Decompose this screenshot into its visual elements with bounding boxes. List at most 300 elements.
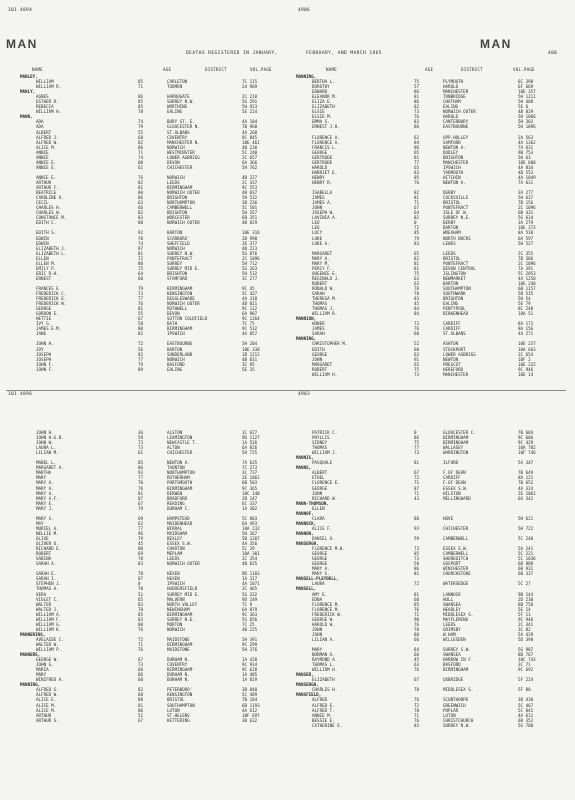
entry-vol-page: 2C 1096	[242, 255, 260, 261]
entry-name: ADA	[36, 119, 44, 125]
entry-vol-page: 5C 240	[242, 149, 258, 155]
entry-name: CATHERINE E.	[312, 722, 343, 728]
entry-vol-page: 2C 1096	[518, 205, 536, 211]
entry-vol-page: 5H 762	[242, 164, 258, 170]
entry-district: CAMBERWELL	[167, 205, 193, 211]
entry-district: PRESCOT	[443, 361, 461, 367]
entry-name: ALBERT	[312, 470, 328, 476]
entry-district: SUNDERLAND	[167, 351, 193, 357]
entry-district: WORCESTER	[167, 215, 190, 221]
entry-district: ASHTON	[443, 341, 459, 347]
entry-age: 80	[414, 631, 420, 637]
entry-name: GERTRUDE	[312, 154, 333, 160]
entry-name: ELIZABETH J.	[36, 245, 67, 251]
entry-vol-page: 5C 501	[242, 205, 258, 211]
entry-age: 73	[138, 445, 144, 451]
entry-name: SIDNEY	[312, 440, 328, 446]
entry-age: 81	[414, 195, 420, 201]
entry-age: 71	[414, 490, 420, 496]
entry-name: JAMES	[312, 195, 325, 201]
entry-vol-page: 5B 535	[518, 291, 534, 297]
entry-vol-page: 10C 743	[518, 657, 536, 663]
entry-age: 79	[138, 124, 144, 130]
entry-age: 62	[138, 520, 144, 526]
entry-district: MAYFLEMING	[443, 616, 469, 622]
entry-district: HOVE	[443, 515, 454, 521]
entry-district: LEWES	[443, 240, 456, 246]
entry-district: SAMFORD	[443, 139, 461, 145]
entry-district: DURHAM N.	[167, 657, 190, 663]
entry-age: 61	[138, 450, 144, 456]
entry-district: SCUNTHORPE	[443, 697, 469, 703]
entry-name: AVELAIDE C.	[36, 636, 64, 642]
entry-vol-page: 9D 249	[242, 596, 258, 602]
entry-name: CECIL	[36, 200, 49, 206]
entry-district: GLOUCESTER C.	[443, 430, 476, 435]
entry-age: 85	[138, 611, 144, 617]
entry-age: 72	[414, 225, 420, 231]
entry-age: 45	[414, 657, 420, 663]
entry-district: GREENWICH	[443, 702, 466, 708]
entry-age: 85	[138, 104, 144, 110]
entry-district: NORWICH OUTER	[167, 190, 200, 196]
entry-name: MARY	[36, 475, 47, 481]
entry-age: 72	[414, 475, 420, 481]
entry-district: MANCHESTER N.	[167, 139, 200, 145]
entry-name: GEORGE	[312, 485, 328, 491]
entry-name: EDNA	[312, 596, 323, 602]
col-head-district: DISTRICT	[205, 67, 227, 72]
entry-name: DOROTHY	[312, 84, 330, 90]
entry-vol-page: 5C 803	[242, 515, 258, 521]
entry-district: DERBY	[443, 220, 456, 226]
entry-vol-page: 7B 184	[242, 697, 258, 703]
entry-age: 76	[138, 174, 144, 180]
entry-district: ROTHWELL	[167, 306, 188, 312]
entry-name: JOHN F.	[36, 366, 54, 372]
entry-vol-page: 1A 819	[242, 677, 258, 683]
entry-age: 62	[414, 134, 420, 140]
entry-surname: MANN,	[20, 114, 33, 120]
entry-district: BRIGHTON	[443, 154, 464, 160]
entry-vol-page: 7C 273	[242, 465, 258, 471]
entry-vol-page: 6A 493	[242, 520, 258, 526]
entry-district: TODMEN	[167, 84, 183, 90]
entry-age: 63	[414, 275, 420, 281]
entry-vol-page: 5H 637	[518, 195, 534, 201]
entry-district: NORWICH	[167, 356, 185, 362]
entry-district: EALING	[443, 104, 459, 110]
entry-name: ALICE F.	[312, 525, 333, 531]
entry-age: 82	[414, 215, 420, 221]
entry-district: NEWTON A.	[167, 460, 190, 466]
entry-name: HARRIET E.	[312, 169, 338, 175]
entry-surname: MANNIS,	[296, 455, 314, 461]
entry-vol-page: 5H 303	[518, 119, 534, 125]
divider	[6, 390, 566, 391]
entry-district: HEXEN	[167, 576, 180, 582]
entry-name: CHARLES H.	[36, 205, 62, 211]
entry-district: CHICHESTER	[167, 450, 193, 456]
entry-district: ST.ALBANS	[167, 129, 190, 135]
entry-age: 78	[414, 707, 420, 713]
entry-age: 76	[138, 626, 144, 632]
entry-name: JOHN	[312, 356, 323, 362]
entry-name: MARY J.	[36, 505, 54, 511]
entry-district: PONTEFRACT	[167, 255, 193, 261]
entry-vol-page: 4A 268	[242, 129, 258, 135]
entry-district: BIRMINGHAM	[167, 641, 193, 647]
entry-vol-page: 2C 354	[242, 556, 258, 562]
entry-district: NORWICH OUTER	[167, 301, 200, 307]
entry-age: 80	[138, 260, 144, 266]
entry-vol-page: 9C 363	[242, 611, 258, 617]
entry-age: 81	[414, 460, 420, 466]
entry-vol-page: 5G 634	[518, 215, 534, 221]
entry-name: ROBERT	[36, 551, 52, 557]
entry-district: HEREFORD	[443, 366, 464, 372]
entry-district: NEWCASTLE T.	[167, 440, 198, 446]
entry-vol-page: 7B 156	[518, 200, 534, 206]
entry-district: BIRMINGHAM	[167, 667, 193, 673]
entry-district: CARLETON	[167, 79, 188, 85]
entry-age: 78	[138, 235, 144, 241]
entry-district: HILSTON	[443, 490, 461, 496]
entry-age: 73	[414, 321, 420, 327]
entry-name: VERA	[36, 591, 47, 597]
entry-name: MABEL L.	[36, 460, 57, 466]
entry-vol-page: 4A 1049	[518, 174, 536, 180]
entry-age: 81	[138, 185, 144, 191]
entry-vol-page: 7B 649	[518, 470, 534, 476]
entry-age: 75	[414, 79, 420, 85]
entry-vol-page: 4A 271	[518, 331, 534, 337]
entry-age: 73	[414, 109, 420, 115]
entry-name: JANE	[36, 331, 47, 337]
entry-age: 0	[414, 430, 417, 435]
entry-age: 73	[414, 371, 420, 377]
entry-vol-page: 5H 712	[242, 260, 258, 266]
entry-district: MANCHESTER	[443, 159, 469, 165]
entry-district: LEAMINGTON	[167, 435, 193, 441]
entry-age: 71	[138, 149, 144, 155]
entry-name: EDWARD	[312, 89, 328, 95]
entry-district: BURY ST. E.	[167, 119, 195, 125]
entry-district: HAROLD	[443, 84, 459, 90]
entry-vol-page: 5H 621	[518, 515, 534, 521]
entry-vol-page: 2C 341	[518, 621, 534, 627]
entry-district: KETTERING	[167, 717, 190, 723]
entry-age: 78	[414, 291, 420, 297]
entry-name: HENRY R.	[312, 179, 333, 185]
entry-vol-page: 7A 631	[518, 144, 534, 150]
entry-name: ALFRED E.	[312, 702, 335, 708]
entry-district: MANCHESTER	[443, 371, 469, 377]
entry-name: FRANCES E.	[36, 285, 62, 291]
entry-district: CHRISTCHURCH	[443, 717, 474, 723]
entry-surname: MANN-THOMSON,	[296, 500, 329, 506]
entry-district: NEWMARKET	[443, 275, 466, 281]
entry-age: 77	[138, 525, 144, 531]
entry-age: 45	[414, 301, 420, 307]
entry-vol-page: 4B 829	[242, 220, 258, 226]
entry-age: 83	[414, 119, 420, 125]
entry-age: 85	[414, 174, 420, 180]
entry-name: ROBERT	[312, 366, 328, 372]
entry-name: GEORGE	[312, 551, 328, 557]
entry-district: SOUTHAMPTON	[167, 702, 195, 708]
entry-age: 76	[138, 301, 144, 307]
entry-district: COVENTRY	[167, 662, 188, 668]
entry-name: HAROLD W.	[312, 621, 335, 627]
entry-name: GORDON E.	[36, 311, 59, 317]
entry-vol-page: 5G 291	[242, 99, 258, 105]
entry-name: LAURA	[312, 581, 325, 587]
col-head-age: AGE	[163, 67, 172, 72]
entry-vol-page: 10E 373	[518, 225, 536, 231]
entry-vol-page: 4A 1071	[242, 581, 260, 587]
entry-name: EMMA S.	[312, 119, 330, 125]
entry-name: ALICE M.	[36, 144, 57, 150]
entry-age: 67	[414, 677, 420, 683]
entry-vol-page: 5E 6	[518, 104, 529, 110]
entry-district: NORWICH OUTER	[167, 561, 200, 567]
entry-name: EDITH S.	[36, 230, 57, 236]
entry-name: WALTER W.	[36, 641, 59, 647]
entry-name: IVY G.	[36, 321, 52, 327]
entry-vol-page: 6B 931	[518, 566, 534, 572]
entry-name: CHARLES H.	[312, 687, 338, 693]
entry-district: BRISTOL	[443, 255, 461, 261]
entry-name: ANNIE M.	[312, 712, 333, 718]
entry-name: MARTHA	[36, 470, 52, 476]
entry-age: 64	[414, 210, 420, 216]
entry-name: THOMAS A.	[36, 586, 59, 592]
entry-name: ALFRED T.	[312, 707, 335, 713]
entry-age: 56	[138, 346, 144, 352]
entry-surname: MANNERS,	[20, 652, 41, 658]
entry-name: ROBERT	[312, 280, 328, 286]
entry-name: WILLIAM A.	[36, 611, 62, 617]
entry-name: THOMAS L.	[312, 662, 335, 668]
entry-surname: MANNOF,	[296, 510, 314, 516]
entry-name: GEORGE	[312, 351, 328, 357]
entry-age: 88	[138, 697, 144, 703]
entry-vol-page: 5H 1096	[518, 124, 536, 130]
entry-surname: MANNING,	[296, 336, 317, 342]
entry-name: ADA	[36, 124, 44, 130]
entry-age: 86	[414, 99, 420, 105]
entry-name: MARY A.F.	[36, 495, 59, 501]
entry-vol-page: 2C 355	[518, 250, 534, 256]
entry-vol-page: 4A 310	[242, 296, 258, 302]
entry-name: PHYLLIS	[312, 435, 330, 441]
entry-name: ANNIE E.	[36, 159, 57, 165]
entry-age: 83	[414, 169, 420, 175]
entry-age: 78	[138, 109, 144, 115]
entry-age: 63	[414, 351, 420, 357]
entry-age: 75	[414, 366, 420, 372]
entry-age: 65	[414, 164, 420, 170]
entry-vol-page: 9B 144	[518, 591, 534, 597]
entry-district: ISLINGTON	[443, 270, 466, 276]
entry-age: 81	[414, 571, 420, 577]
entry-district: MIDDLESEX S.	[443, 687, 474, 693]
entry-name: EDWIN	[36, 240, 49, 246]
entry-age: 85	[414, 230, 420, 236]
entry-name: WILLIAM R.	[36, 84, 62, 90]
entry-vol-page: 4A 104	[242, 119, 258, 125]
entry-district: LANNOCK	[443, 591, 461, 597]
entry-age: 78	[138, 571, 144, 577]
entry-name: THOMAS J.	[312, 306, 335, 312]
entry-vol-page: 6C 337	[242, 500, 258, 506]
entry-age: 76	[414, 114, 420, 120]
entry-surname: MANNON,	[296, 530, 314, 536]
entry-name: ELLEN M.	[36, 260, 57, 266]
entry-age: 85	[138, 79, 144, 85]
entry-name: OLIVER O.	[36, 541, 59, 547]
entry-name: GEORGE	[312, 556, 328, 562]
entry-vol-page: 9B 753	[518, 149, 534, 155]
entry-name: ELIZABETH	[312, 677, 335, 683]
entry-age: 57	[414, 84, 420, 90]
entry-vol-page: 10A 232	[242, 525, 260, 531]
entry-name: OLIVE	[36, 535, 49, 541]
entry-vol-page: 10E 316	[242, 230, 260, 236]
entry-district: CANTERBURY	[443, 119, 469, 125]
entry-name: FLORENCE E.	[312, 480, 340, 486]
entry-age: 82	[414, 190, 420, 196]
entry-district: F.OF DEAN	[443, 480, 466, 486]
entry-name: FLORENCE M.H.	[312, 546, 345, 552]
entry-age: 72	[138, 341, 144, 347]
entry-vol-page: 5F 13	[518, 611, 531, 617]
entry-name: EDITH	[312, 346, 325, 352]
entry-surname: MANSERGH,	[296, 682, 319, 688]
entry-age: 73	[138, 440, 144, 446]
entry-age: 76	[414, 717, 420, 723]
entry-district: DERBY	[443, 190, 456, 196]
entry-vol-page: 8A 156	[518, 326, 534, 332]
entry-age: 75	[138, 265, 144, 271]
entry-age: 51	[138, 591, 144, 597]
entry-name: FREDERICK W.	[36, 301, 67, 307]
entry-district: TAUNTON	[167, 465, 185, 471]
entry-district: ESSEX S.W.	[167, 541, 193, 547]
entry-district: PORTSMOUTH	[167, 480, 193, 486]
register-entry	[20, 367, 285, 372]
entry-vol-page: 2d 969	[242, 84, 258, 90]
entry-district: PONTEFRACT	[443, 260, 469, 266]
entry-name: LILIAN M.	[36, 450, 59, 456]
entry-vol-page: 5E 14	[518, 606, 531, 612]
entry-vol-page: 7C 25	[242, 621, 255, 627]
entry-district: ST.HELENS	[167, 712, 190, 718]
entry-age: 76	[138, 647, 144, 653]
entry-vol-page: 4B 829	[518, 109, 534, 115]
entry-name: ELIZABETH L.	[36, 250, 67, 256]
entry-age: 86	[138, 465, 144, 471]
entry-vol-page: 2B 147	[242, 495, 258, 501]
register-column	[20, 430, 285, 723]
entry-age: 65	[414, 361, 420, 367]
entry-vol-page: 5F 224	[518, 677, 534, 683]
entry-name: SARAH A.	[36, 561, 57, 567]
entry-age: 86	[414, 89, 420, 95]
entry-name: CAROLINE A.	[36, 195, 64, 201]
entry-vol-page: 1A 317	[242, 576, 258, 582]
entry-surname: MANNING,	[20, 682, 41, 688]
entry-vol-page: 2A 563	[518, 134, 534, 140]
entry-name: ALFRED W.	[36, 139, 59, 145]
entry-name: WILLIAM R.	[312, 311, 338, 317]
entry-vol-page: 3C 737	[242, 470, 258, 476]
entry-district: HUDDERSFIELD	[167, 586, 198, 592]
entry-age: 73	[138, 291, 144, 297]
entry-name: STEPHEN J.	[36, 581, 62, 587]
entry-age: 88	[138, 159, 144, 165]
entry-age: 72	[138, 636, 144, 642]
entry-vol-page: 1A 302	[242, 505, 258, 511]
entry-vol-page: 5C 1036	[518, 556, 536, 562]
page-id-mid-center: 4903	[298, 392, 311, 397]
entry-district: NORTHAMPTON	[167, 200, 195, 206]
entry-age: 73	[414, 450, 420, 456]
entry-age: 83	[414, 296, 420, 302]
entry-vol-page: 5C 2053	[518, 270, 536, 276]
entry-name: BESSIE E.	[312, 717, 335, 723]
entry-age: 81	[138, 306, 144, 312]
entry-name: GERTRUDE	[312, 159, 333, 165]
entry-age: 71	[414, 480, 420, 486]
entry-surname: MANNOCK,	[296, 520, 317, 526]
entry-name: SABINA	[36, 556, 52, 562]
entry-surname: MANLY,	[20, 89, 36, 95]
entry-name: WILLIAM H.	[36, 109, 62, 115]
entry-age: 67	[138, 717, 144, 723]
entry-district: BRIGHTON	[167, 210, 188, 216]
entry-vol-page: 5H 1066	[518, 114, 536, 120]
entry-vol-page: 4B 831	[242, 356, 258, 362]
entry-name: WALTER	[36, 601, 52, 607]
entry-vol-page: 6A 366	[242, 159, 258, 165]
entry-name: DANIEL A.	[312, 535, 335, 541]
entry-district: WINCHESTER	[443, 566, 469, 572]
entry-name: ESTHER R.	[36, 99, 59, 105]
entry-vol-page: 5H 376	[242, 647, 258, 653]
entry-name: JOSEPH	[36, 356, 52, 362]
entry-name: MARGARET	[312, 361, 333, 367]
entry-age: 73	[138, 662, 144, 668]
entry-vol-page: 7B 684	[518, 430, 534, 435]
entry-vol-page: 6B 1157	[518, 285, 536, 291]
entry-vol-page: 5G 656	[242, 616, 258, 622]
entry-name: HAROLD	[312, 164, 328, 170]
entry-vol-page: 6A 342	[518, 495, 534, 501]
entry-district: CHARTON	[167, 546, 185, 552]
entry-name: ELIZA E.	[312, 99, 333, 105]
entry-vol-page: 9C 934	[242, 662, 258, 668]
entry-vol-page: 5H 204	[242, 341, 258, 347]
entry-district: NEWTON A.	[443, 179, 466, 185]
entry-surname: MANSER,	[296, 672, 314, 678]
entry-district: NORWICH OUTER	[167, 220, 200, 226]
entry-name: MARGARET A.	[36, 465, 64, 471]
entry-age: 86	[138, 144, 144, 150]
entry-district: EASTBOURNE	[167, 341, 193, 347]
entry-district: TONBRIDGE	[443, 94, 466, 100]
